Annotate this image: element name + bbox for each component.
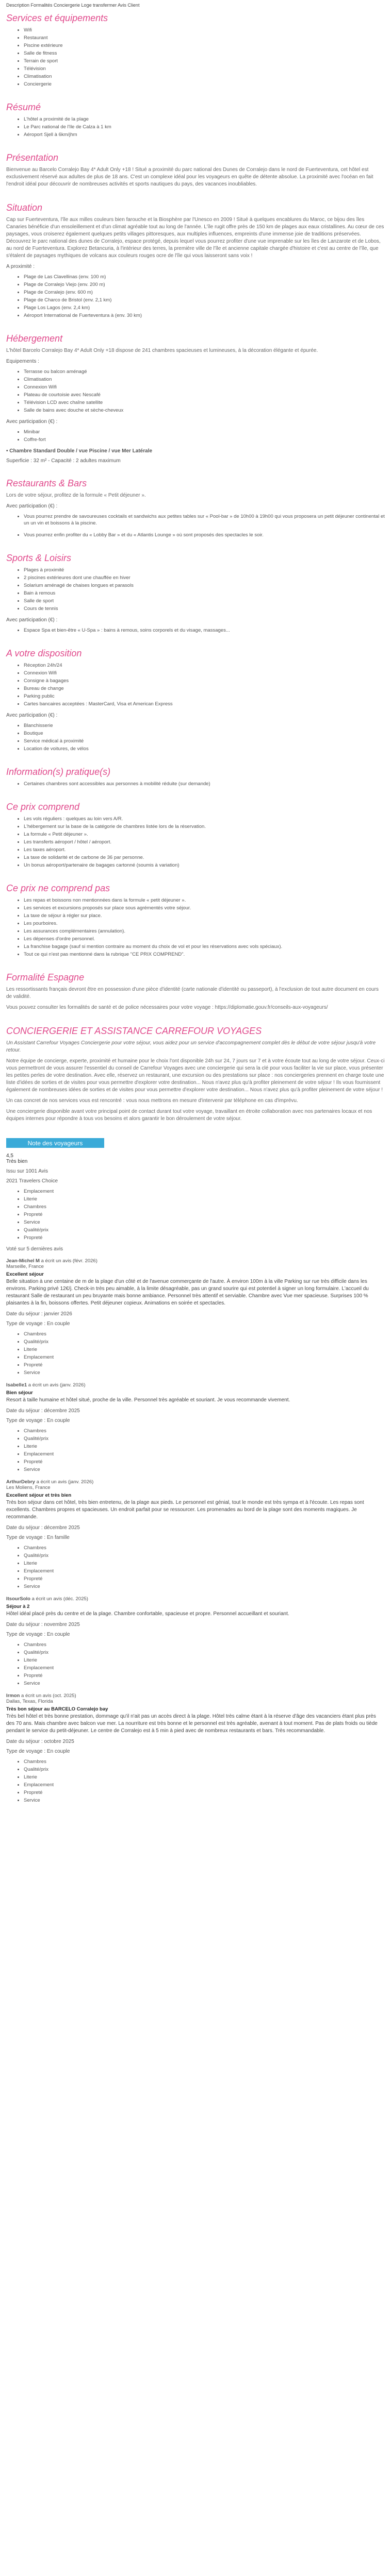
list-item: • Literie: [24, 1443, 385, 1450]
list-item: • Parking public: [24, 693, 385, 700]
non-compris-title: Ce prix ne comprend pas: [6, 883, 110, 893]
review-header: [6, 1596, 385, 1602]
review-text: Hôtel idéal placé près du centre et de la plage. Chambre confortable, spacieuse et propre. Personnel accueillant et souriant.: [6, 1611, 289, 1617]
list-item: • Emplacement: [24, 1354, 385, 1361]
list-item: • La formule « Petit déjeuner ».: [24, 831, 385, 838]
sports-list: [6, 567, 385, 612]
list-item: • Réception 24h/24: [24, 662, 385, 669]
reviews-bar: Note des voyageurs: [6, 1138, 104, 1148]
list-item: • Climatisation: [24, 73, 385, 80]
list-item: • Emplacement: [24, 1665, 385, 1671]
formalite-text-1: Les ressortissants français devront être en possession d'une pièce d'identité (carte nationale d'identité ou passeport), à l'exclusion de tout autre document en cours de validité.: [6, 987, 379, 999]
room-size: Superficie : 32 m² - Capacité : 2 adultes maximum: [6, 458, 121, 464]
room-type: • Chambre Standard Double / vue Piscine / vue Mer Latérale: [6, 448, 153, 454]
review-source: 2021 Travelers Choice: [6, 1178, 58, 1184]
review-item: [6, 1596, 385, 1687]
list-item: • Un bonus aéroport/partenaire de bagages cartonné (soumis à variation): [24, 862, 385, 869]
list-item: • Tout ce qui n'est pas mentionné dans la rubrique "CE PRIX COMPREND".: [24, 951, 385, 958]
services-title: Services et équipements: [6, 13, 108, 23]
review-text: Belle situation à une centaine de m de la plage d'un côté et de l'avenue commerçante de l'autre. À environ 100m à la ville Parking sur rue très difficile dans les environs. Parking privé 12€/j. Check-in très peu aimable, à la limite désagréable, pas un grand sourire qui est potentiel à signer un long formulaire. L'accueil du restaurant Salle de restaurant un peu bruyante mais bonne ambiance. Personnel très attentif et serviable. Chambre avec Vue mer spacieuse. Surprises 100 % plaisantes à la fin, boissons offertes. Petit déjeuner copieux. Animations en soirée et spectacles.: [6, 1279, 369, 1306]
list-item: • Literie: [24, 1346, 385, 1353]
list-item: • 2 piscines extérieures dont une chauffée en hiver: [24, 574, 385, 581]
situation-text: Cap sur Fuerteventura, l'île aux milles couleurs bien farouche et la Biosphère par l'Unesco en 2009 ! Situé à quelques encablures du Maroc, ce bijou des îles Canaries bénéficie d'un ensoleillement et d'un climat agréable tout au long de l'année. L'île rugit offre près de 150 km de plages aux eaux cristallines. Au cœur de ces paysages, vous croiserez également quelques petits villages pittoresques, aux multiples influences, empreints d'une immense joie de traditions préservées. Découvrez le parc national des dunes de Corralejo, espace protégé, depuis lequel vous pourrez profiter d'une vue imprenable sur les îles de Lanzarote et de Lobos, au nord de Fuerteventura. Explorez Betancuria, à l'intérieur des terres, la première ville de l'île et ancienne capitale chargée d'histoire et c'est au centre de l'île, que s'étalent de paysages mythiques de volcans aux couleurs rouges ocre de l'île qui vous laisseront sans voix !: [6, 217, 384, 259]
review-stay-date: Date du séjour : décembre 2025: [6, 1408, 80, 1414]
formalite-text-2[interactable]: Vous pouvez consulter les formalités de santé et de police nécessaires pour votre voyage : https://diplomatie.gouv.fr/conseils-aux-voyageurs/: [6, 1005, 328, 1010]
restaurants-list-1: [6, 513, 385, 527]
review-trip-type: Type de voyage : En couple: [6, 1749, 70, 1754]
list-item: • Restaurant: [24, 35, 385, 41]
review-place: Dallas, Texas, Florida: [6, 1699, 53, 1704]
list-item: • Propreté: [24, 1234, 385, 1241]
list-item: • Connexion Wifi: [24, 670, 385, 676]
review-item: [6, 1693, 385, 1804]
list-item: • Salle de bains avec douche et sèche-cheveux: [24, 407, 385, 414]
restaurants-title: Restaurants & Bars: [6, 478, 87, 488]
list-item: • La taxe de séjour à régler sur place.: [24, 912, 385, 919]
list-item: • Qualité/prix: [24, 1552, 385, 1559]
concierge-text-3: Un cas concret de nos services vous est rencontré : vous nous mettrons en mesure d'intervenir par téléphone en cas d'imprévu.: [6, 1098, 298, 1104]
list-item: • Chambres: [24, 1641, 385, 1648]
formalite-title: Formalité Espagne: [6, 972, 85, 982]
list-item: • Propreté: [24, 1789, 385, 1796]
list-item: • Les taxes aéroport.: [24, 846, 385, 853]
list-item: • Emplacement: [24, 1568, 385, 1574]
review-place: Les Moliens, France: [6, 1485, 51, 1490]
list-item: • Les transferts aéroport / hôtel / aéroport.: [24, 839, 385, 845]
review-header: [6, 1479, 385, 1485]
review-date: a écrit un avis (févr. 2026): [41, 1258, 97, 1264]
list-item: • Conciergerie: [24, 81, 385, 88]
review-author[interactable]: ItsourSolo: [6, 1596, 30, 1602]
resume-title: Résumé: [6, 102, 41, 112]
list-item: • Cartes bancaires acceptées : MasterCard, Visa et American Express: [24, 701, 385, 707]
non-compris-list: [6, 897, 385, 958]
reviews-list: [6, 1258, 385, 1804]
list-item: • Literie: [24, 1657, 385, 1664]
review-trip-type: Type de voyage : En couple: [6, 1632, 70, 1637]
disposition-paid-label: Avec participation (€) :: [6, 713, 58, 718]
list-item: • Service: [24, 1797, 385, 1804]
review-stay-date: Date du séjour : novembre 2025: [6, 1622, 80, 1628]
list-item: • Literie: [24, 1560, 385, 1567]
list-item: • Plateau de courtoisie avec Nescafé: [24, 392, 385, 398]
resume-list: [6, 116, 385, 138]
restaurants-text: Lors de votre séjour, profitez de la formule « Petit déjeuner ».: [6, 493, 146, 498]
list-item: • Wifi: [24, 27, 385, 33]
list-item: • Espace Spa et bien-être « U-Spa » : bains à remous, soins corporels et du visage, massages...: [24, 627, 385, 634]
list-item: • Consigne à bagages: [24, 677, 385, 684]
review-title: Excellent séjour et très bien: [6, 1493, 72, 1498]
review-author[interactable]: Isabelle1: [6, 1382, 27, 1388]
list-item: • Piscine extérieure: [24, 42, 385, 49]
list-item: • Aéroport International de Fuerteventura à (env. 30 km): [24, 312, 385, 319]
list-item: • Chambres: [24, 1331, 385, 1337]
list-item: • Qualité/prix: [24, 1766, 385, 1773]
review-text: Très bel hôtel et très bonne prestation, dommage qu'il n'ait pas un accès direct à la plage. Hôtel très calme étant à la réserve d'âge des vacanciers étant plus près des 70 ans. Mais chambre avec balcon vue mer. La nourriture est très bonne et le personnel est très agréable, avenant à tout moment. Pas de plats froids ou tiède pendant le service du petit-déjeuner. Le centre de Corralejo est à 5 min à pied avec de nombreux restaurants et bars. Très recommandable.: [6, 1714, 378, 1734]
list-item: • Salle de sport: [24, 598, 385, 604]
review-criteria-list: [6, 1331, 385, 1376]
list-item: • Propreté: [24, 1362, 385, 1368]
review-header: [6, 1693, 385, 1699]
intro-nav[interactable]: Description Formalités Conciergerie Loge transfermer Avis Client: [6, 3, 140, 8]
compris-title: Ce prix comprend: [6, 802, 80, 812]
list-item: • Cours de tennis: [24, 605, 385, 612]
services-list: [6, 27, 385, 88]
list-item: • Service médical à proximité: [24, 738, 385, 744]
restaurants-list-2: [6, 532, 385, 538]
hebergement-title: Hébergement: [6, 333, 63, 344]
list-item: • Coffre-fort: [24, 436, 385, 443]
list-item: • Les assurances complémentaires (annulation).: [24, 928, 385, 935]
nearby-list: [6, 274, 385, 319]
list-item: • Le Parc national de l'Ile de Calza à 1 km: [24, 124, 385, 130]
concierge-text-1: Un Assistant Carrefour Voyages Conciergerie pour votre séjour, vous aidez pour un service d'accompagnement complet dès le début de votre séjour jusqu'à votre retour.: [6, 1040, 376, 1053]
list-item: • Plage de Charco de Bristol (env. 2,1 km): [24, 297, 385, 303]
list-item: • Location de voitures, de vélos: [24, 745, 385, 752]
list-item: • Propreté: [24, 1211, 385, 1218]
review-place: Marseille, France: [6, 1264, 44, 1269]
list-item: • Vous pourrez enfin profiter du « Lobby Bar » et du « Atlantis Lounge » où sont proposés des spectacles le soir.: [24, 532, 385, 538]
review-title: Bien séjour: [6, 1390, 33, 1396]
review-title: Excellent séjour: [6, 1272, 44, 1277]
review-text: Très bon séjour dans cet hôtel, très bien entretenu, de la plage aux pieds. Le personnel est génial, tout le monde est très sympa et à l'écoute. Les repas sont excellents. Chambres propres et spacieuses. Un endroit parfait pour se ressourcer. Les promenades au bord de la plage sont des moments magiques. Je recommande.: [6, 1500, 364, 1520]
review-title: Très bon séjour au BARCELO Corralejo bay: [6, 1706, 108, 1712]
review-criteria-list: [6, 1758, 385, 1804]
list-item: • Plage Los Lagos (env. 2,4 km): [24, 304, 385, 311]
review-author[interactable]: ArthurDebry: [6, 1479, 35, 1485]
review-criteria-list: [6, 1545, 385, 1590]
presentation-title: Présentation: [6, 152, 59, 163]
disposition-list: [6, 662, 385, 707]
list-item: • Qualité/prix: [24, 1338, 385, 1345]
review-date: a écrit un avis (oct. 2025): [21, 1693, 76, 1699]
list-item: • Les repas et boissons non mentionnées dans la formule « petit déjeuner ».: [24, 897, 385, 904]
review-header: [6, 1258, 385, 1264]
review-scale: Très bien: [6, 1159, 28, 1164]
list-item: • L'hébergement sur la base de la catégorie de chambres listée lors de la réservation.: [24, 823, 385, 830]
list-item: • Bain à remous: [24, 590, 385, 597]
list-item: • Minibar: [24, 429, 385, 435]
review-date: a écrit un avis (janv. 2026): [28, 1382, 86, 1388]
restaurants-paid-label: Avec participation (€) :: [6, 503, 58, 509]
review-criteria: [6, 1188, 385, 1241]
list-item: • Emplacement: [24, 1188, 385, 1195]
review-item: [6, 1479, 385, 1590]
review-stay-date: Date du séjour : janvier 2026: [6, 1311, 72, 1317]
concierge-text-4: Une conciergerie disponible avant votre principal point de contact durant tout votre voyage, travaillant en étroite collaboration avec nos partenaires locaux et nos équipes internes pour répondre à tous vos besoins et alors garantir le bon déroulement de votre séjour.: [6, 1109, 372, 1122]
list-item: • Service: [24, 1369, 385, 1376]
review-criteria-list: [6, 1428, 385, 1473]
sports-title: Sports & Loisirs: [6, 553, 72, 563]
list-item: • Certaines chambres sont accessibles aux personnes à mobilité réduite (sur demande): [24, 781, 385, 787]
list-item: • Plage de Las Clavellinas (env. 100 m): [24, 274, 385, 280]
list-item: • Propreté: [24, 1575, 385, 1582]
list-item: • Chambres: [24, 1204, 385, 1210]
list-item: • Terrasse ou balcon aménagé: [24, 368, 385, 375]
list-item: • Salle de fitness: [24, 50, 385, 57]
list-item: • Terrain de sport: [24, 58, 385, 64]
list-item: • Emplacement: [24, 1782, 385, 1788]
list-item: • Qualité/prix: [24, 1227, 385, 1233]
list-item: • Emplacement: [24, 1451, 385, 1458]
review-count: Issu sur 1001 Avis: [6, 1168, 48, 1174]
list-item: • La franchise bagage (sauf si mention contraire au moment du choix de vol et pour les réservations avec vols spéciaux).: [24, 943, 385, 950]
sports-paid-label: Avec participation (€) :: [6, 617, 58, 623]
hebergement-text: L'hôtel Barcelo Corralejo Bay 4* Adult Only +18 dispose de 241 chambres spacieuses et lumineuses, à la décoration élégante et épurée.: [6, 348, 318, 353]
review-author[interactable]: Irmon: [6, 1693, 20, 1699]
compris-list: [6, 816, 385, 869]
equip-label: Equipements :: [6, 359, 39, 364]
list-item: • Blanchisserie: [24, 722, 385, 729]
review-vote: Voté sur 5 dernières avis: [6, 1246, 63, 1252]
list-item: • Les services et excursions proposés sur place sous agrémentés votre séjour.: [24, 905, 385, 911]
list-item: • Chambres: [24, 1758, 385, 1765]
equip-list: [6, 368, 385, 414]
review-stay-date: Date du séjour : octobre 2025: [6, 1739, 74, 1744]
disposition-title: A votre disposition: [6, 648, 82, 658]
review-trip-type: Type de voyage : En couple: [6, 1418, 70, 1423]
nearby-label: A proximité :: [6, 264, 35, 269]
review-criteria-list: [6, 1641, 385, 1687]
list-item: • La taxe de solidarité et de carbone de 36 par personne.: [24, 854, 385, 861]
review-score: 4,5: [6, 1153, 13, 1159]
list-item: • Les pourboires.: [24, 920, 385, 927]
list-item: • Qualité/prix: [24, 1435, 385, 1442]
list-item: • Connexion Wifi: [24, 384, 385, 391]
list-item: • Service: [24, 1219, 385, 1226]
list-item: • L'hôtel a proximité de la plage: [24, 116, 385, 123]
list-item: • Climatisation: [24, 376, 385, 383]
review-author[interactable]: Jean-Michel M: [6, 1258, 40, 1264]
disposition-paid-list: [6, 722, 385, 752]
equip-paid-label: Avec participation (€) :: [6, 419, 58, 425]
review-date: a écrit un avis (janv. 2026): [36, 1479, 94, 1485]
infos-title: Information(s) pratique(s): [6, 767, 111, 777]
review-trip-type: Type de voyage : En famille: [6, 1535, 70, 1540]
list-item: • Vous pourrez prendre de savoureuses cocktails et sandwichs aux petites tables sur « Pool-bar » de 10h00 à 19h00 qui vous proposera un petit déjeuner continental et un un vin et boissons à la piscine.: [24, 513, 385, 527]
list-item: • Chambres: [24, 1428, 385, 1434]
list-item: • Service: [24, 1583, 385, 1590]
review-stay-date: Date du séjour : décembre 2025: [6, 1525, 80, 1531]
list-item: • Plage de Corralejo Viejo (env. 200 m): [24, 281, 385, 288]
concierge-title: CONCIERGERIE ET ASSISTANCE CARREFOUR VOYAGES: [6, 1026, 262, 1036]
list-item: • Plages à proximité: [24, 567, 385, 573]
review-text: Resort à taille humaine et hôtel situé, proche de la ville. Personnel très agréable et souriant. Je vous recommande vivement.: [6, 1397, 290, 1403]
review-header: [6, 1382, 385, 1388]
list-item: • Literie: [24, 1196, 385, 1202]
list-item: • Aéroport Sjell à 6km/jhm: [24, 131, 385, 138]
review-item: [6, 1258, 385, 1376]
list-item: • Plage de Corralejo (env. 600 m): [24, 289, 385, 296]
review-trip-type: Type de voyage : En couple: [6, 1321, 70, 1327]
list-item: • Qualité/prix: [24, 1649, 385, 1656]
list-item: • Literie: [24, 1774, 385, 1781]
list-item: • Propreté: [24, 1672, 385, 1679]
list-item: • Boutique: [24, 730, 385, 737]
list-item: • Bureau de change: [24, 685, 385, 692]
equip-paid-list: [6, 429, 385, 443]
list-item: • Télévision: [24, 65, 385, 72]
situation-title: Situation: [6, 202, 43, 213]
list-item: • Les vols réguliers : quelques au loin vers A/R.: [24, 816, 385, 822]
sports-paid-list: [6, 627, 385, 634]
list-item: • Service: [24, 1680, 385, 1687]
list-item: • Télévision LCD avec chaîne satellite: [24, 399, 385, 406]
list-item: • Service: [24, 1466, 385, 1473]
review-date: a écrit un avis (déc. 2025): [31, 1596, 88, 1602]
infos-list: [6, 781, 385, 787]
list-item: • Solarium aménagé de chaises longues et parasols: [24, 582, 385, 589]
concierge-text-2: Notre équipe de concierge, experte, proximité et humaine pour le choix l'ont disponible 24h sur 24, 7 jours sur 7 et à votre écoute tout au long de votre séjour. Ceux-ci vous permettront de vous assurer l'essentiel du conseil de Carrefour Voyages avec une conciergerie qui sera la clé pour vous faciliter la vie sur place, vous présenter les petites perles de votre destination. Avec elle, réservez un restaurant, une excursion ou des prestations sur place : nos conciergeries prennent en charge toute une liste d'idées de sorties et de visites pour vous permettre d'explorer votre destination... Nous n'avez plus qu'à profiter pleinement de votre séjour ! Ils vous fournissent également de nombreuses idées de sorties et de visites pour vous permettre d'explorer votre destination... Nous n'avez plus qu'à profiter pleinement de votre séjour !: [6, 1058, 385, 1093]
review-title: Séjour à 2: [6, 1604, 30, 1609]
list-item: • Propreté: [24, 1459, 385, 1465]
presentation-text: Bienvenue au Barcelo Corralejo Bay 4* Adult Only +18 ! Situé a proximité du parc national des Dunes de Corralejo dans le nord de Fuerteventura, cet hôtel est exclusivement réservé aux adultes de plus de 18 ans. C'est un complexe idéal pour les voyageurs en quête de détente absolue. La proximité avec l'océan en fait l'endroit idéal pour découvrir de nombreuses activités et sports nautiques du pays, des vacances inoubliables.: [6, 167, 373, 187]
list-item: • Chambres: [24, 1545, 385, 1551]
list-item: • Les dépenses d'ordre personnel.: [24, 936, 385, 942]
review-item: [6, 1382, 385, 1473]
